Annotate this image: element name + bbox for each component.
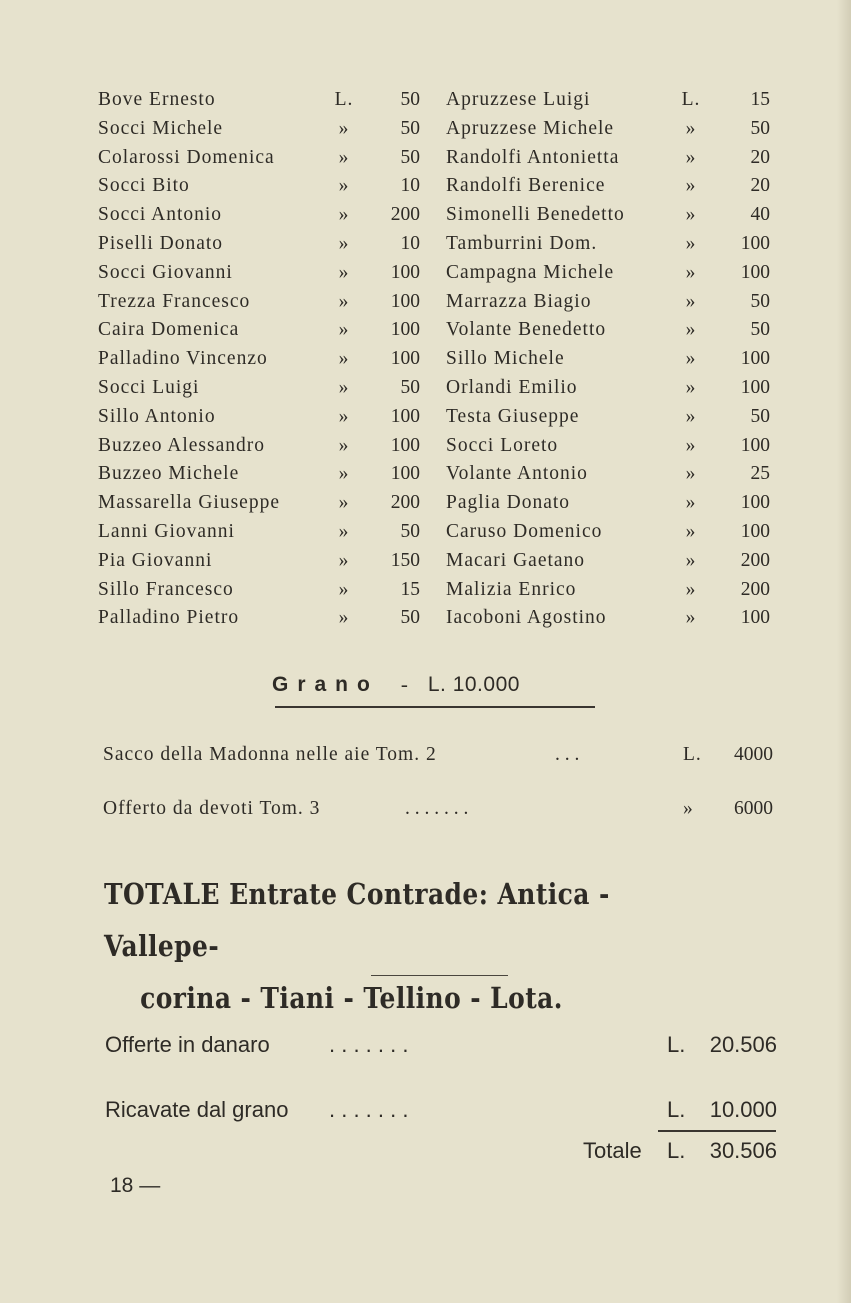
page-number: 18 — bbox=[110, 1174, 161, 1197]
donor-currency: » bbox=[685, 146, 697, 168]
donor-row bbox=[0, 517, 851, 546]
donor-amount: 100 bbox=[740, 434, 770, 456]
donor-amount: 200 bbox=[390, 492, 420, 514]
donor-row bbox=[0, 459, 851, 488]
donor-name: Apruzzese Michele bbox=[446, 117, 615, 139]
donor-amount: 50 bbox=[400, 521, 420, 542]
donor-name: Palladino Pietro bbox=[98, 607, 240, 629]
total-title bbox=[104, 868, 706, 1024]
donor-currency: L. bbox=[334, 89, 354, 110]
grano-line-amount: 4000 bbox=[734, 744, 773, 765]
donor-amount: 50 bbox=[400, 607, 420, 629]
donor-name: Lanni Giovanni bbox=[98, 521, 235, 542]
donor-name: Randolfi Berenice bbox=[446, 175, 606, 197]
donor-row bbox=[0, 402, 851, 431]
donor-name: Trezza Francesco bbox=[98, 290, 251, 312]
donor-currency: » bbox=[338, 549, 350, 571]
donor-row bbox=[0, 373, 851, 402]
donor-currency: » bbox=[685, 521, 697, 542]
donor-amount: 50 bbox=[400, 117, 420, 139]
donor-currency: » bbox=[338, 204, 350, 226]
donor-currency: » bbox=[338, 290, 350, 312]
donor-name: Sillo Michele bbox=[446, 348, 565, 370]
grand-total-label: Totale bbox=[583, 1138, 642, 1163]
donor-currency: » bbox=[685, 348, 697, 370]
donor-amount: 100 bbox=[740, 377, 770, 398]
donor-name: Socci Antonio bbox=[98, 204, 223, 226]
donor-currency: » bbox=[685, 233, 697, 254]
donor-currency: » bbox=[338, 117, 350, 139]
total-title-line-2: corina - Tiani - Tellino - Lota. bbox=[140, 981, 563, 1015]
donor-name: Buzzeo Alessandro bbox=[98, 434, 266, 456]
donor-currency: » bbox=[338, 463, 350, 485]
donor-name: Malizia Enrico bbox=[446, 578, 577, 600]
donor-name: Socci Loreto bbox=[446, 434, 559, 456]
summary-line bbox=[105, 1032, 785, 1066]
donor-name: Randolfi Antonietta bbox=[446, 146, 620, 168]
donor-currency: » bbox=[338, 319, 350, 341]
donor-row bbox=[0, 143, 851, 172]
grano-line-amount: 6000 bbox=[734, 798, 773, 819]
grano-amount: L. 10.000 bbox=[427, 673, 520, 696]
donor-currency: » bbox=[685, 175, 697, 197]
donor-amount: 20 bbox=[750, 146, 770, 168]
grano-underline bbox=[275, 706, 595, 708]
donor-currency: » bbox=[338, 405, 350, 427]
donor-amount: 100 bbox=[390, 405, 420, 427]
donor-currency: » bbox=[338, 434, 350, 456]
grano-line-currency: L. bbox=[683, 744, 702, 765]
donor-amount: 10 bbox=[400, 175, 420, 197]
grand-total-currency: L. bbox=[667, 1138, 686, 1163]
grano-word: Grano bbox=[272, 673, 379, 696]
donor-name: Macari Gaetano bbox=[446, 549, 586, 571]
donor-amount: 100 bbox=[390, 319, 420, 341]
summary-line bbox=[105, 1097, 785, 1131]
donor-name: Paglia Donato bbox=[446, 492, 571, 514]
summary-line-dots: . . . . . . . bbox=[329, 1032, 409, 1057]
donor-currency: » bbox=[338, 492, 350, 514]
donor-amount: 40 bbox=[750, 204, 770, 226]
donor-name: Sillo Francesco bbox=[98, 578, 234, 600]
donor-amount: 100 bbox=[740, 521, 770, 542]
donor-currency: » bbox=[338, 348, 350, 370]
donor-amount: 100 bbox=[390, 348, 420, 370]
donor-row bbox=[0, 229, 851, 258]
donor-currency: » bbox=[685, 405, 697, 427]
grano-line-currency: » bbox=[683, 798, 694, 819]
donor-name: Tamburrini Dom. bbox=[446, 233, 598, 254]
grano-dash: - bbox=[400, 672, 408, 696]
donor-currency: » bbox=[338, 607, 350, 629]
donor-amount: 50 bbox=[750, 405, 770, 427]
donor-name: Socci Giovanni bbox=[98, 261, 233, 283]
sum-underline bbox=[658, 1130, 776, 1132]
donor-name: Palladino Vincenzo bbox=[98, 348, 268, 370]
donor-name: Apruzzese Luigi bbox=[446, 89, 591, 110]
donor-row bbox=[0, 287, 851, 316]
donor-currency: » bbox=[685, 204, 697, 226]
donor-row bbox=[0, 258, 851, 287]
donor-name: Socci Bito bbox=[98, 175, 190, 197]
donor-currency: L. bbox=[681, 89, 701, 110]
donor-amount: 100 bbox=[390, 261, 420, 283]
grand-total-amount: 30.506 bbox=[709, 1138, 777, 1163]
grano-line-text: Sacco della Madonna nelle aie Tom. 2 bbox=[103, 744, 437, 765]
summary-line-text: Offerte in danaro bbox=[105, 1032, 270, 1057]
grano-heading bbox=[272, 672, 520, 697]
donor-name: Iacoboni Agostino bbox=[446, 607, 607, 629]
donor-name: Colarossi Domenica bbox=[98, 146, 275, 168]
donor-name: Buzzeo Michele bbox=[98, 463, 240, 485]
donor-amount: 50 bbox=[750, 319, 770, 341]
donor-name: Socci Michele bbox=[98, 117, 224, 139]
donor-name: Caira Domenica bbox=[98, 319, 240, 341]
donor-row bbox=[0, 85, 851, 114]
donor-amount: 100 bbox=[740, 607, 770, 629]
donor-currency: » bbox=[338, 377, 350, 398]
summary-line-amount: 10.000 bbox=[709, 1097, 777, 1122]
donor-currency: » bbox=[338, 146, 350, 168]
donor-row bbox=[0, 171, 851, 200]
donor-currency: » bbox=[338, 261, 350, 283]
summary-line-currency: L. bbox=[667, 1097, 686, 1122]
summary-line-dots: . . . . . . . bbox=[329, 1097, 409, 1122]
donor-currency: » bbox=[685, 463, 697, 485]
donor-amount: 20 bbox=[750, 175, 770, 197]
donor-name: Sillo Antonio bbox=[98, 405, 216, 427]
donor-row bbox=[0, 488, 851, 517]
donor-currency: » bbox=[685, 117, 697, 139]
donor-currency: » bbox=[338, 521, 350, 542]
donor-row bbox=[0, 315, 851, 344]
donor-currency: » bbox=[685, 319, 697, 341]
donor-amount: 100 bbox=[390, 290, 420, 312]
grano-line-dots: . . . . . . . bbox=[405, 798, 469, 819]
donor-amount: 50 bbox=[750, 117, 770, 139]
grano-line bbox=[103, 798, 783, 830]
donor-currency: » bbox=[338, 233, 350, 254]
donor-amount: 50 bbox=[400, 377, 420, 398]
donor-amount: 50 bbox=[400, 89, 420, 110]
donor-name: Campagna Michele bbox=[446, 261, 615, 283]
donor-name: Piselli Donato bbox=[98, 233, 224, 254]
donor-amount: 100 bbox=[390, 463, 420, 485]
donor-name: Pia Giovanni bbox=[98, 549, 213, 571]
grano-line bbox=[103, 744, 783, 776]
donor-currency: » bbox=[685, 578, 697, 600]
donor-name: Bove Ernesto bbox=[98, 89, 216, 110]
donor-amount: 100 bbox=[740, 261, 770, 283]
donor-currency: » bbox=[685, 549, 697, 571]
donor-amount: 15 bbox=[750, 89, 770, 110]
donor-row bbox=[0, 546, 851, 575]
donor-name: Volante Benedetto bbox=[446, 319, 607, 341]
donor-amount: 100 bbox=[390, 434, 420, 456]
donor-amount: 150 bbox=[390, 549, 420, 571]
donor-name: Orlandi Emilio bbox=[446, 377, 578, 398]
donor-amount: 100 bbox=[740, 492, 770, 514]
donor-amount: 200 bbox=[740, 578, 770, 600]
donor-amount: 100 bbox=[740, 348, 770, 370]
donor-row bbox=[0, 200, 851, 229]
donor-amount: 100 bbox=[740, 233, 770, 254]
donor-row bbox=[0, 431, 851, 460]
donor-name: Massarella Giuseppe bbox=[98, 492, 280, 514]
summary-line-currency: L. bbox=[667, 1032, 686, 1057]
donor-row bbox=[0, 114, 851, 143]
donor-row bbox=[0, 344, 851, 373]
divider-rule bbox=[371, 975, 508, 976]
grand-total bbox=[583, 1138, 783, 1172]
donor-amount: 50 bbox=[750, 290, 770, 312]
donor-amount: 200 bbox=[390, 204, 420, 226]
donor-row bbox=[0, 603, 851, 632]
grano-line-dots: . . . bbox=[555, 744, 580, 765]
donor-name: Testa Giuseppe bbox=[446, 405, 580, 427]
donor-name: Socci Luigi bbox=[98, 377, 200, 398]
total-title-line-1: TOTALE Entrate Contrade: Antica - Vallepe- bbox=[104, 877, 610, 963]
donor-name: Simonelli Benedetto bbox=[446, 204, 625, 226]
donor-row bbox=[0, 575, 851, 604]
donor-currency: » bbox=[685, 290, 697, 312]
donor-currency: » bbox=[685, 434, 697, 456]
summary-line-amount: 20.506 bbox=[709, 1032, 777, 1057]
grano-line-text: Offerto da devoti Tom. 3 bbox=[103, 798, 321, 819]
donor-amount: 25 bbox=[750, 463, 770, 485]
donor-amount: 10 bbox=[400, 233, 420, 254]
donor-amount: 50 bbox=[400, 146, 420, 168]
donor-amount: 200 bbox=[740, 549, 770, 571]
donor-name: Marrazza Biagio bbox=[446, 290, 592, 312]
summary-line-text: Ricavate dal grano bbox=[105, 1097, 289, 1122]
donor-name: Caruso Domenico bbox=[446, 521, 603, 542]
donor-name: Volante Antonio bbox=[446, 463, 588, 485]
donor-currency: » bbox=[685, 607, 697, 629]
donor-currency: » bbox=[338, 578, 350, 600]
donor-amount: 15 bbox=[400, 578, 420, 600]
donor-currency: » bbox=[685, 492, 697, 514]
donor-currency: » bbox=[685, 261, 697, 283]
donor-currency: » bbox=[685, 377, 697, 398]
donor-currency: » bbox=[338, 175, 350, 197]
